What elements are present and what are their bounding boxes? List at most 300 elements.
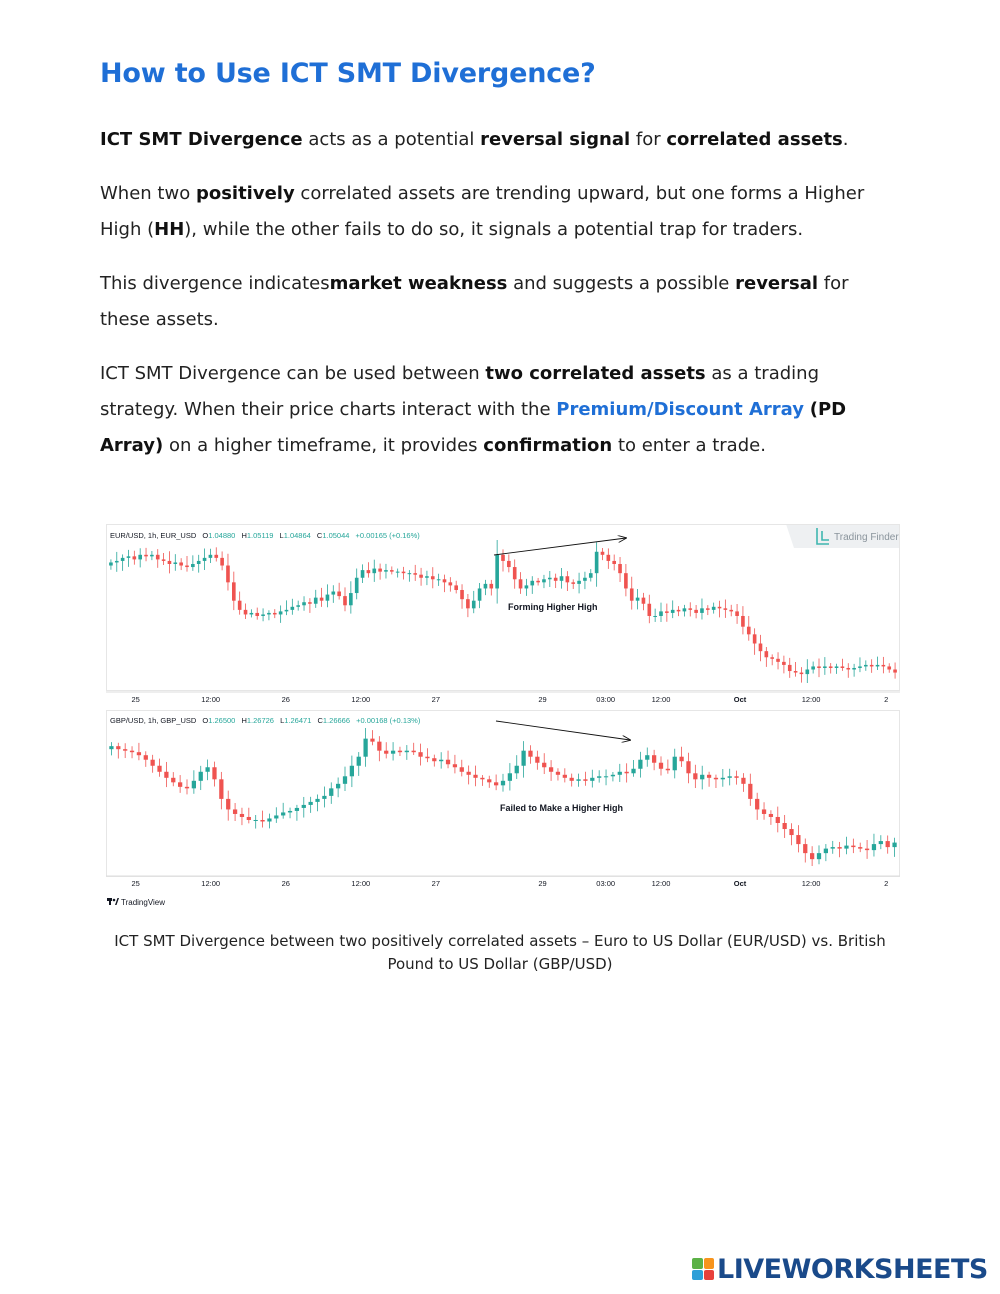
candle-up [372,569,376,574]
candle-up [350,766,354,777]
candle-down [179,562,183,565]
ohlc-label: H [241,716,247,725]
candle-up [192,781,196,789]
candle-down [443,579,447,582]
candle-up [542,579,546,582]
x-tick-label: 12:00 [351,695,371,704]
candle-down [137,752,141,755]
candle-down [886,841,890,847]
candle-up [197,561,201,564]
candle-up [583,578,587,581]
watermark-text: Trading Finder [834,532,899,543]
candle-down [454,585,458,590]
candle-up [209,555,213,558]
term-ict-smt: ICT SMT Divergence [100,129,303,150]
x-tick-label: 26 [281,879,290,888]
text: on a higher timeframe, it provides [163,435,484,456]
candle-down [507,561,511,567]
candle-down [466,599,470,608]
candle-up [254,820,258,821]
candle-down [759,644,763,652]
term-two-correlated-assets: two correlated assets [485,363,706,384]
term-correlated-assets: correlated assets [666,129,843,150]
x-tick-label: 12:00 [351,879,371,888]
candle-down [776,817,780,823]
candle-up [331,592,335,595]
candle-up [288,811,292,813]
candle-up [501,781,505,786]
candle-up [115,561,119,563]
candle-up [700,775,704,780]
candle-down [563,775,567,778]
candle-down [130,751,134,753]
candle-down [501,555,505,561]
candle-down [378,569,382,572]
candle-down [729,610,733,612]
candle-up [577,581,581,584]
candle-down [851,846,855,848]
candle-down [624,573,628,588]
candle-down [178,782,182,787]
figure-caption: ICT SMT Divergence between two positively correlated assets – Euro to US Dollar (EUR/USD) vs. British Pound to US Dollar (GBP/USD) [114,932,886,973]
forming-higher-high-label: Forming Higher High [508,602,598,612]
candle-up [597,776,601,778]
candle-up [595,552,599,573]
candle-down [133,556,137,559]
gbpusd-symbol: GBP/USD, 1h, GBP_USD [110,716,197,725]
candle-up [314,598,318,604]
candle-up [296,605,300,607]
candle-down [570,778,574,781]
candle-down [419,575,423,578]
text: This divergence indicates [100,273,330,294]
candle-down [123,749,127,751]
x-tick-label: 12:00 [201,695,221,704]
candle-down [542,763,546,768]
candle-down [413,573,417,575]
candle-up [472,601,476,609]
candle-up [361,570,365,578]
paragraph-higher-high [100,176,900,248]
failed-higher-high-label: Failed to Make a Higher High [500,803,624,813]
candle-up [384,570,388,572]
candle-down [858,847,862,849]
candle-down [449,582,453,585]
candle-down [260,820,264,822]
high-value: 1.05119 [246,531,274,540]
ohlc-label: L [280,716,285,725]
candle-up [363,739,367,757]
candle-up [508,773,512,781]
candle-up [405,751,409,753]
candle-down [618,564,622,573]
candle-down [431,576,435,579]
change-value: +0.00168 (+0.13%) [356,716,421,725]
candle-down [665,611,669,613]
candle-down [782,662,786,665]
candle-up [437,579,441,580]
candle-up [712,607,716,610]
candle-up [326,595,330,601]
x-tick-label: 12:00 [801,879,821,888]
candle-up [109,746,113,749]
candle-down [893,670,897,673]
open-value: 1.26500 [208,716,236,725]
candle-up [618,772,622,775]
candle-down [144,755,148,760]
candle-down [214,555,218,558]
candle-down [226,799,230,810]
candle-up [484,584,488,589]
candle-up [274,815,278,818]
candle-up [811,666,815,669]
candle-up [560,576,564,581]
text: ), while the other fails to do so, it signals a potential trap for traders. [184,219,804,240]
text: and suggests a possible [507,273,736,294]
candle-down [489,584,493,589]
candle-down [679,757,683,762]
candle-down [337,592,341,597]
candle-up [261,614,265,616]
x-tick-label: 25 [131,695,140,704]
candle-down [677,610,681,612]
candle-down [212,767,216,779]
candle-down [370,739,374,742]
candle-up [683,608,687,611]
candle-down [519,579,523,588]
candle-up [285,610,289,612]
candle-down [226,566,230,583]
candle-up [530,581,534,586]
candle-down [753,634,757,643]
liveworksheets-wordmark: LIVEWORKSHEETS [717,1253,988,1285]
x-tick-label: 27 [431,695,441,704]
candle-down [794,671,798,673]
candle-down [247,817,251,820]
candle-down [755,799,759,810]
candle-down [467,772,471,775]
page-title: How to Use ICT SMT Divergence? [100,58,596,89]
paragraph-strategy [100,356,900,464]
candle-down [232,582,236,600]
candle-up [631,769,635,774]
divergence-chart [106,518,900,910]
candle-down [583,779,587,781]
high-value: 1.26726 [246,716,274,725]
candle-up [396,572,400,573]
candle-up [302,805,306,808]
candle-down [255,613,259,616]
candle-down [769,814,773,817]
candle-down [185,566,189,568]
candle-down [630,588,634,600]
candle-up [671,610,675,613]
candle-up [302,602,306,605]
liveworksheets-brand [692,1254,988,1284]
candle-up [700,608,704,613]
candle-down [734,776,738,778]
candle-down [770,657,774,659]
candle-up [823,666,827,668]
text: as a trading strategy. When their price charts interact with the [100,363,819,420]
ohlc-label: O [202,531,209,540]
candle-down [865,849,869,851]
candle-down [748,784,752,799]
candle-down [171,778,175,783]
candle-down [244,610,248,615]
x-tick-label: 12:00 [801,695,821,704]
candle-down [882,665,886,667]
candle-up [357,757,361,766]
term-pd-array: (PD Array) [100,399,847,456]
eurusd-symbol: EUR/USD, 1h, EUR_USD [110,531,197,540]
candle-down [185,787,189,789]
candle-up [203,558,207,561]
candle-up [322,796,326,799]
x-tick-label: 25 [131,879,140,888]
candle-down [116,746,120,749]
candle-down [741,616,745,627]
candle-up [805,670,809,675]
candle-up [590,778,594,781]
candle-down [494,782,498,785]
candle-down [724,608,728,610]
text: for [630,129,667,150]
candle-down [601,552,605,555]
candle-down [320,598,324,601]
trading-finder-watermark [786,524,900,548]
candle-up [604,776,608,777]
candle-down [870,665,874,667]
candle-down [273,613,277,615]
candle-down [693,773,697,779]
gbpusd-legend [110,716,421,725]
candle-down [800,673,804,675]
candle-down [817,666,821,668]
logo-tile [692,1258,703,1269]
candle-down [556,772,560,775]
candle-down [714,778,718,780]
candle-down [412,751,416,753]
candle-down [460,767,464,772]
candle-down [513,567,517,579]
candle-up [892,843,896,848]
candle-down [810,853,814,859]
candle-down [162,559,166,561]
x-tick-label: 27 [431,879,441,888]
candle-down [659,763,663,769]
candle-down [783,823,787,829]
candle-down [367,570,371,573]
candle-down [841,666,845,668]
candle-down [625,772,629,774]
candle-down [156,555,160,560]
candle-down [168,561,172,564]
open-value: 1.04880 [208,531,236,540]
candle-up [408,573,412,574]
candle-up [495,555,499,589]
paragraph-intro [100,122,900,158]
candle-down [837,847,841,849]
candle-down [762,809,766,814]
logo-tile [704,1258,715,1269]
logo-tile [704,1270,715,1281]
x-tick-label: 12:00 [201,879,221,888]
candle-up [653,616,657,617]
candle-up [824,849,828,854]
paragraph-weakness [100,266,900,338]
candle-up [872,844,876,850]
candle-down [612,561,616,564]
candle-up [638,760,642,769]
candle-up [817,853,821,859]
candle-down [384,751,388,754]
text: ICT SMT Divergence can be used between [100,363,486,384]
candle-up [121,558,125,561]
candle-down [480,778,484,780]
candle-down [887,666,891,669]
change-value: +0.00165 (+0.16%) [355,531,420,540]
candle-up [138,555,142,560]
candle-down [566,576,570,582]
candle-up [150,555,154,557]
candle-down [238,601,242,610]
candle-down [647,604,651,616]
candle-up [127,556,131,558]
candle-down [432,758,436,761]
candle-up [315,799,319,802]
candle-down [164,772,168,778]
candle-down [343,596,347,605]
candle-down [487,779,491,782]
x-tick-label: 2 [884,695,889,704]
term-positively: positively [195,183,295,204]
candle-down [144,555,148,557]
candle-up [673,757,677,771]
candle-down [453,764,457,767]
candle-down [846,668,850,670]
candle-down [240,814,244,817]
x-tick-label: 12:00 [651,695,671,704]
candle-up [659,611,663,616]
candle-down [460,590,464,599]
candle-down [425,757,429,759]
candle-up [589,573,593,578]
x-tick-label: 26 [281,695,290,704]
candle-down [706,608,710,610]
candle-up [336,784,340,789]
candle-up [478,588,482,600]
candle-up [525,585,529,588]
candle-up [349,593,353,605]
candle-down [642,598,646,604]
candle-down [607,555,611,561]
candle-up [205,767,209,772]
candle-up [391,751,395,754]
candle-up [521,751,525,766]
candle-down [829,666,833,668]
candle-down [796,835,800,844]
ohlc-label: L [279,531,284,540]
term-hh: HH [154,219,185,240]
candle-down [308,602,312,604]
x-tick-label: 03:00 [596,879,616,888]
candle-down [402,572,406,574]
low-value: 1.26471 [284,716,312,725]
text: correlated assets are trending upward, but one forms a Higher High ( [100,183,865,240]
tradingview-text: TradingView [121,898,166,907]
candle-down [377,742,381,751]
candle-up [721,778,725,780]
candle-down [707,775,711,778]
candle-up [864,665,868,667]
candle-down [765,651,769,657]
text: . [842,129,849,150]
candle-up [291,607,295,610]
ohlc-label: C [316,531,323,540]
x-tick-label: 2 [884,879,889,888]
ohlc-label: C [317,716,323,725]
term-market-weakness: market weakness [329,273,508,294]
logo-tile [692,1270,703,1281]
close-value: 1.26666 [322,716,351,725]
eurusd-legend [110,531,420,540]
candle-down [666,769,670,771]
candle-down [418,752,422,757]
candle-up [515,766,519,774]
candle-down [652,755,656,763]
candle-down [157,766,161,772]
candle-down [151,760,155,766]
term-reversal-signal: reversal signal [480,129,631,150]
x-tick-label: 29 [538,879,547,888]
liveworksheets-logo-icon [692,1258,714,1280]
candle-down [219,779,223,799]
candle-up [295,808,299,811]
candle-up [831,847,835,849]
candle-down [473,775,477,778]
candle-down [803,844,807,853]
candle-up [329,788,333,796]
term-reversal: reversal [735,273,819,294]
candle-up [267,613,271,615]
candle-down [735,611,739,616]
candle-up [576,779,580,781]
ohlc-label: O [202,716,209,725]
text: to enter a trade. [612,435,766,456]
x-tick-label: 29 [538,695,547,704]
candle-up [844,846,848,849]
candle-up [309,802,313,805]
candle-down [788,665,792,671]
candle-up [343,776,347,784]
candle-up [852,668,856,670]
candle-up [439,760,443,762]
link-pd-array[interactable]: Premium/Discount Array [556,399,804,420]
candle-up [636,598,640,601]
candle-down [398,751,402,753]
candle-up [611,775,615,777]
text: When two [100,183,196,204]
candle-down [554,578,558,581]
low-value: 1.04864 [283,531,311,540]
close-value: 1.05044 [322,531,350,540]
x-tick-label: Oct [733,879,747,888]
candle-up [281,812,285,815]
x-tick-label: 03:00 [596,695,616,704]
candle-down [741,778,745,784]
candle-up [191,564,195,567]
